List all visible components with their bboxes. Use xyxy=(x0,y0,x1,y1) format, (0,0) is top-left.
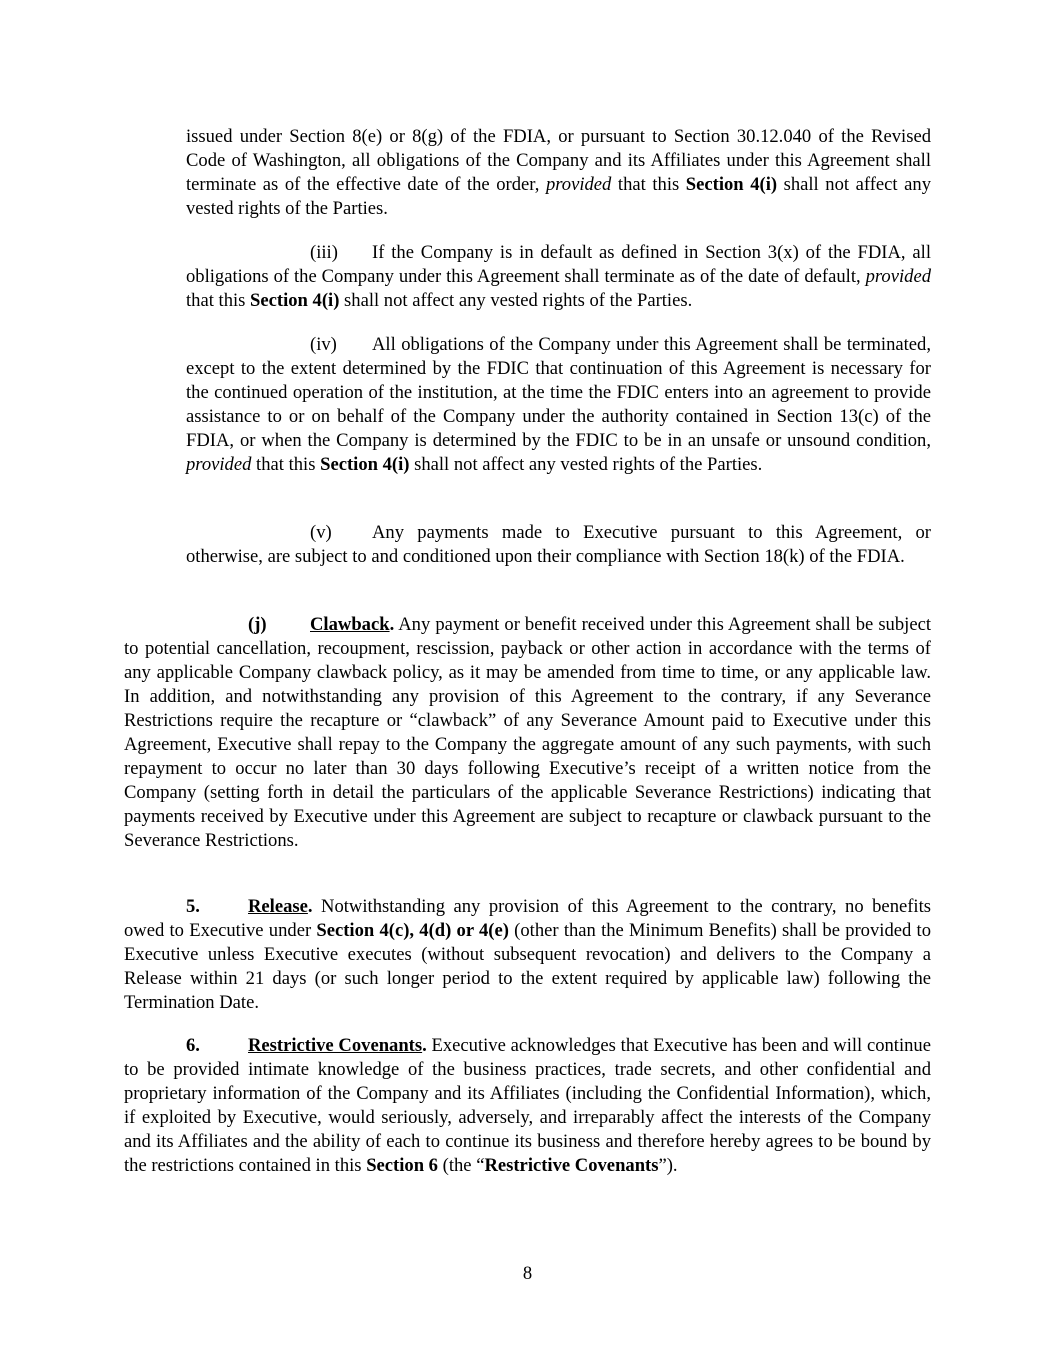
defined-term: Restrictive Covenants xyxy=(484,1155,659,1176)
paragraph-v xyxy=(186,521,931,569)
italic-text: provided xyxy=(865,266,931,287)
section-reference: Section 4(i) xyxy=(320,454,410,475)
paragraph-text: (other than the Minimum Benefits) shall be provided to Executive unless Executive executes (without subsequent revocation) and delivers to the Company a Release within 21 days (or such longer period to the extent required by applicable law) following the Termination Date. xyxy=(124,920,931,1013)
heading-period: . xyxy=(307,896,313,917)
section-heading: Release xyxy=(248,896,308,917)
section-heading: Restrictive Covenants xyxy=(248,1035,423,1056)
paragraph-text: shall not affect any vested rights of the Parties. xyxy=(186,174,931,219)
item-number: (j) xyxy=(248,614,267,635)
paragraph-text: All obligations of the Company under this Agreement shall be terminated, except to the extent determined by the FDIC that continuation of this Agreement is necessary for the continued operation of the institution, at the time the FDIC enters into an agreement to provide assistance to or on behalf of the Company under the authority contained in Section 13(c) of the FDIA, or when the Company is determined by the FDIC to be in an unsafe or unsound condition, xyxy=(186,334,931,451)
paragraph-text: shall not affect any vested rights of the Parties. xyxy=(409,454,763,475)
italic-text: provided xyxy=(186,454,252,475)
section-number: 5. xyxy=(186,896,200,917)
section-reference: Section 6 xyxy=(366,1155,438,1176)
paragraph-text: If the Company is in default as defined in Section 3(x) of the FDIA, all obligations of the Company under this Agreement shall terminate as of the date of default, xyxy=(186,242,931,287)
section-reference: Section 4(c), 4(d) or 4(e) xyxy=(316,920,509,941)
section-number: 6. xyxy=(186,1035,200,1056)
paragraph-text: that this xyxy=(611,174,686,195)
page-number: 8 xyxy=(522,1263,533,1284)
paragraph-text: (the “ xyxy=(437,1155,485,1176)
paragraph-6-restrictive-covenants xyxy=(124,1034,931,1178)
section-heading: Clawback xyxy=(310,614,390,635)
section-reference: Section 4(i) xyxy=(250,290,340,311)
paragraph-text: ”). xyxy=(658,1155,678,1176)
paragraph-text: Any payments made to Executive pursuant to this Agreement, or otherwise, are subject to and conditioned upon their compliance with Section 18(k) of the FDIA. xyxy=(186,522,931,567)
paragraph-text: shall not affect any vested rights of the Parties. xyxy=(339,290,693,311)
paragraph-text: Executive acknowledges that Executive has been and will continue to be provided intimate knowledge of the business practices, trade secrets, and other confidential and proprietary information of the Company and its Affiliates (including the Confidential Information), which, if exploited by Executive, would seriously, adversely, and irreparably affect the interests of the Company and its Affiliates and the ability of each to continue its business and therefore hereby agrees to be bound by the restrictions contained in this xyxy=(124,1035,931,1176)
paragraph-text: that this xyxy=(186,290,251,311)
heading-period: . xyxy=(389,614,395,635)
heading-period: . xyxy=(422,1035,427,1056)
paragraph-iii xyxy=(186,241,931,313)
paragraph-text: Any payment or benefit received under this Agreement shall be subject to potential cancellation, recoupment, rescission, payback or other action in accordance with the terms of any applicable Company clawback policy, as it may be amended from time to time, or any applicable law. In addition, and notwithstanding any provision of this Agreement to the contrary, if any Severance Restrictions require the recapture or “clawback” of any Severance Amount paid to Executive under this Agreement, Executive shall repay to the Company the aggregate amount of any such payments, with such repayment to occur no later than 30 days following Executive’s receipt of a written notice from the Company (setting forth in detail the particulars of the applicable Severance Restrictions) indicating that payments received by Executive under this Agreement are subject to recapture or clawback pursuant to the Severance Restrictions. xyxy=(124,614,931,851)
italic-text: provided xyxy=(545,174,612,195)
item-number: (v) xyxy=(310,522,332,543)
paragraph-j-clawback xyxy=(124,613,931,853)
paragraph-text: Notwithstanding any provision of this Agreement to the contrary, no benefits owed to Executive under xyxy=(124,896,931,941)
section-reference: Section 4(i) xyxy=(685,174,778,195)
paragraph-5-release xyxy=(124,895,931,1015)
paragraph-text: that this xyxy=(251,454,321,475)
paragraph-text: issued under Section 8(e) or 8(g) of the FDIA, or pursuant to Section 30.12.040 of the Revised Code of Washington, all obligations of the Company and its Affiliates under this Agreement shall terminate as of the effective date of the order, xyxy=(186,126,931,195)
paragraph-iv xyxy=(186,333,931,477)
item-number: (iii) xyxy=(310,242,338,263)
item-number: (iv) xyxy=(310,334,337,355)
paragraph-continuation xyxy=(186,125,931,221)
